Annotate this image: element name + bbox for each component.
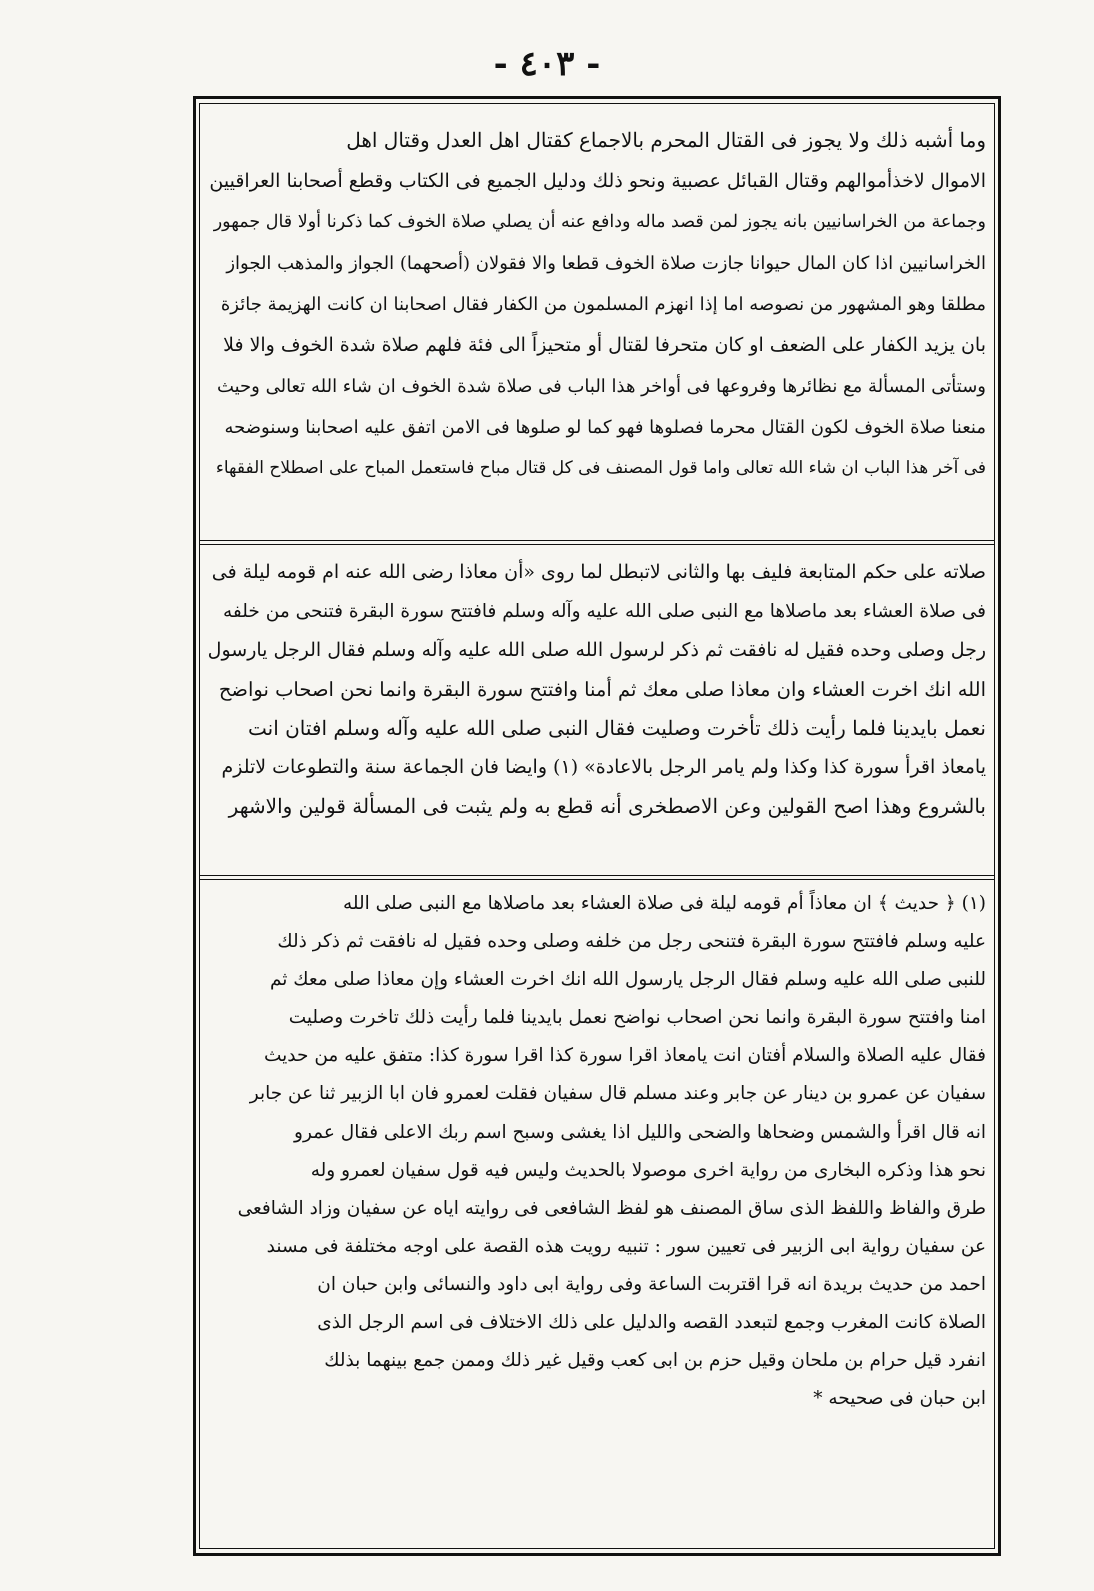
footnote-line: عن سفيان رواية ابى الزبير فى تعيين سور : تنبيه رويت هذه القصة على اوجه مختلفة فى مسند — [266, 1235, 986, 1257]
footnote-line: فقال عليه الصلاة والسلام أفتان انت يامعاذ اقرا سورة كذا اقرا سورة كذا: متفق عليه من حديث — [263, 1045, 986, 1067]
footnote-text — [208, 885, 986, 1418]
commentary-line: رجل وصلى وحده فقيل له نافقت ثم ذكر لرسول الله صلى الله عليه وآله وسلم فقال الرجل يارسول — [208, 639, 986, 661]
footnote-line: انفرد قيل حرام بن ملحان وقيل حزم بن ابى كعب وقيل غير ذلك وممن جمع بينهما بذلك — [324, 1350, 986, 1372]
commentary-line: صلاته على حكم المتابعة فليف بها والثانى لاتبطل لما روى «أن معاذا رضى الله عنه ام قومه ليلة فى — [211, 561, 986, 583]
footnote-line: سفيان عن عمرو بن دينار عن جابر وعند مسلم قال سفيان فقلت لعمرو فان ابا الزبير ثنا عن جابر — [249, 1083, 986, 1105]
main-text — [208, 120, 986, 489]
footnote-line: ابن حبان فى صحيحه * — [813, 1388, 986, 1410]
main-text-line: وما أشبه ذلك ولا يجوز فى القتال المحرم بالاجماع كقتال اهل العدل وقتال اهل — [346, 128, 986, 152]
commentary-text — [208, 553, 986, 826]
section-divider — [199, 540, 995, 545]
main-text-line: مطلقا وهو المشهور من نصوصه اما إذا انهزم المسلمون من الكفار فقال اصحابنا ان كانت الهزيمة جائزة — [220, 294, 986, 315]
main-text-line: وستأتى المسألة مع نظائرها وفروعها فى أواخر هذا الباب فى صلاة شدة الخوف ان شاء الله تعالى وحيث — [216, 376, 986, 397]
footnote-line: احمد من حديث بريدة انه قرا اقتربت الساعة وفى رواية ابى داود والنسائى وابن حبان ان — [317, 1273, 986, 1295]
main-text-line: الاموال لاخذأموالهم وقتال القبائل عصبية ونحو ذلك ودليل الجميع فى الكتاب وقطع أصحابنا العراقيين — [209, 170, 986, 192]
footnote-line: (١) ﴿ حديث ﴾ ان معاذاً أم قومه ليلة فى صلاة العشاء بعد ماصلاها مع النبى صلى الله — [342, 893, 986, 914]
footnote-line: طرق والفاظ واللفظ الذى ساق المصنف هو لفظ الشافعى فى روايته اياه عن سفيان وزاد الشافعى — [237, 1197, 986, 1219]
footnote-line: الصلاة كانت المغرب وجمع لتبعدد القصه والدليل على ذلك الاختلاف فى اسم الرجل الذى — [317, 1312, 986, 1334]
footnote-line: امنا وافتتح سورة البقرة وانما نحن اصحاب نواضح نعمل بايدينا فلما رأيت ذلك تاخرت وصليت — [288, 1007, 986, 1029]
main-text-line: بان يزيد الكفار على الضعف او كان متحرفا لقتال أو متحيزاً الى فئة فلهم صلاة شدة الخوف والا فلا — [223, 334, 986, 356]
main-text-line: الخراسانيين اذا كان المال حيوانا جازت صلاة الخوف قطعا والا فقولان (أصحهما) الجواز والمذهب الجواز — [226, 253, 986, 274]
commentary-line: بالشروع وهذا اصح القولين وعن الاصطخرى أنه قطع به ولم يثبت فى المسألة قولين والاشهر — [228, 794, 986, 818]
footnote-line: نحو هذا وذكره البخارى من رواية اخرى موصولا بالحديث وليس فيه قول سفيان لعمرو وله — [310, 1159, 986, 1181]
commentary-line: نعمل بايدينا فلما رأيت ذلك تأخرت وصليت فقال النبى صلى الله عليه وآله وسلم افتان انت — [248, 716, 986, 740]
footnote-line: عليه وسلم فافتتح سورة البقرة فتنحى رجل من خلفه وصلى وحده فقيل له نافقت ثم ذكر ذلك — [277, 931, 986, 953]
footnote-line: للنبى صلى الله عليه وسلم فقال الرجل يارسول الله انك اخرت العشاء وإن معاذا صلى معك ثم — [269, 969, 986, 991]
commentary-line: يامعاذ اقرأ سورة كذا وكذا ولم يامر الرجل بالاعادة» (١) وايضا فان الجماعة سنة والتطوعات لاتلزم — [221, 756, 986, 778]
commentary-line: فى صلاة العشاء بعد ماصلاها مع النبى صلى الله عليه وآله وسلم فافتتح سورة البقرة فتنحى من خلفه — [223, 601, 986, 622]
commentary-line: الله انك اخرت العشاء وان معاذا صلى معك ثم أمنا وافتتح سورة البقرة وانما نحن اصحاب نواضح — [218, 678, 986, 701]
main-text-line: منعنا صلاة الخوف لكون القتال محرما فصلوها فهو كما لو صلوها فى الامن اتفق عليه اصحابنا وسنوضحه — [224, 417, 986, 438]
footnote-line: انه قال اقرأ والشمس وضحاها والضحى والليل اذا يغشى وسبح اسم ربك الاعلى فقال عمرو — [294, 1121, 986, 1143]
footnote-divider — [199, 875, 995, 880]
main-text-line: وجماعة من الخراسانيين بانه يجوز لمن قصد ماله ودافع عنه أن يصلي صلاة الخوف كما ذكرنا أولا قال جمهور — [213, 212, 986, 232]
main-text-line: فى آخر هذا الباب ان شاء الله تعالى واما قول المصنف فى كل قتال مباح فاستعمل المباح على اصطلاح الفقهاء — [215, 458, 986, 478]
page-number: - ٤٠٣ - — [493, 44, 601, 84]
